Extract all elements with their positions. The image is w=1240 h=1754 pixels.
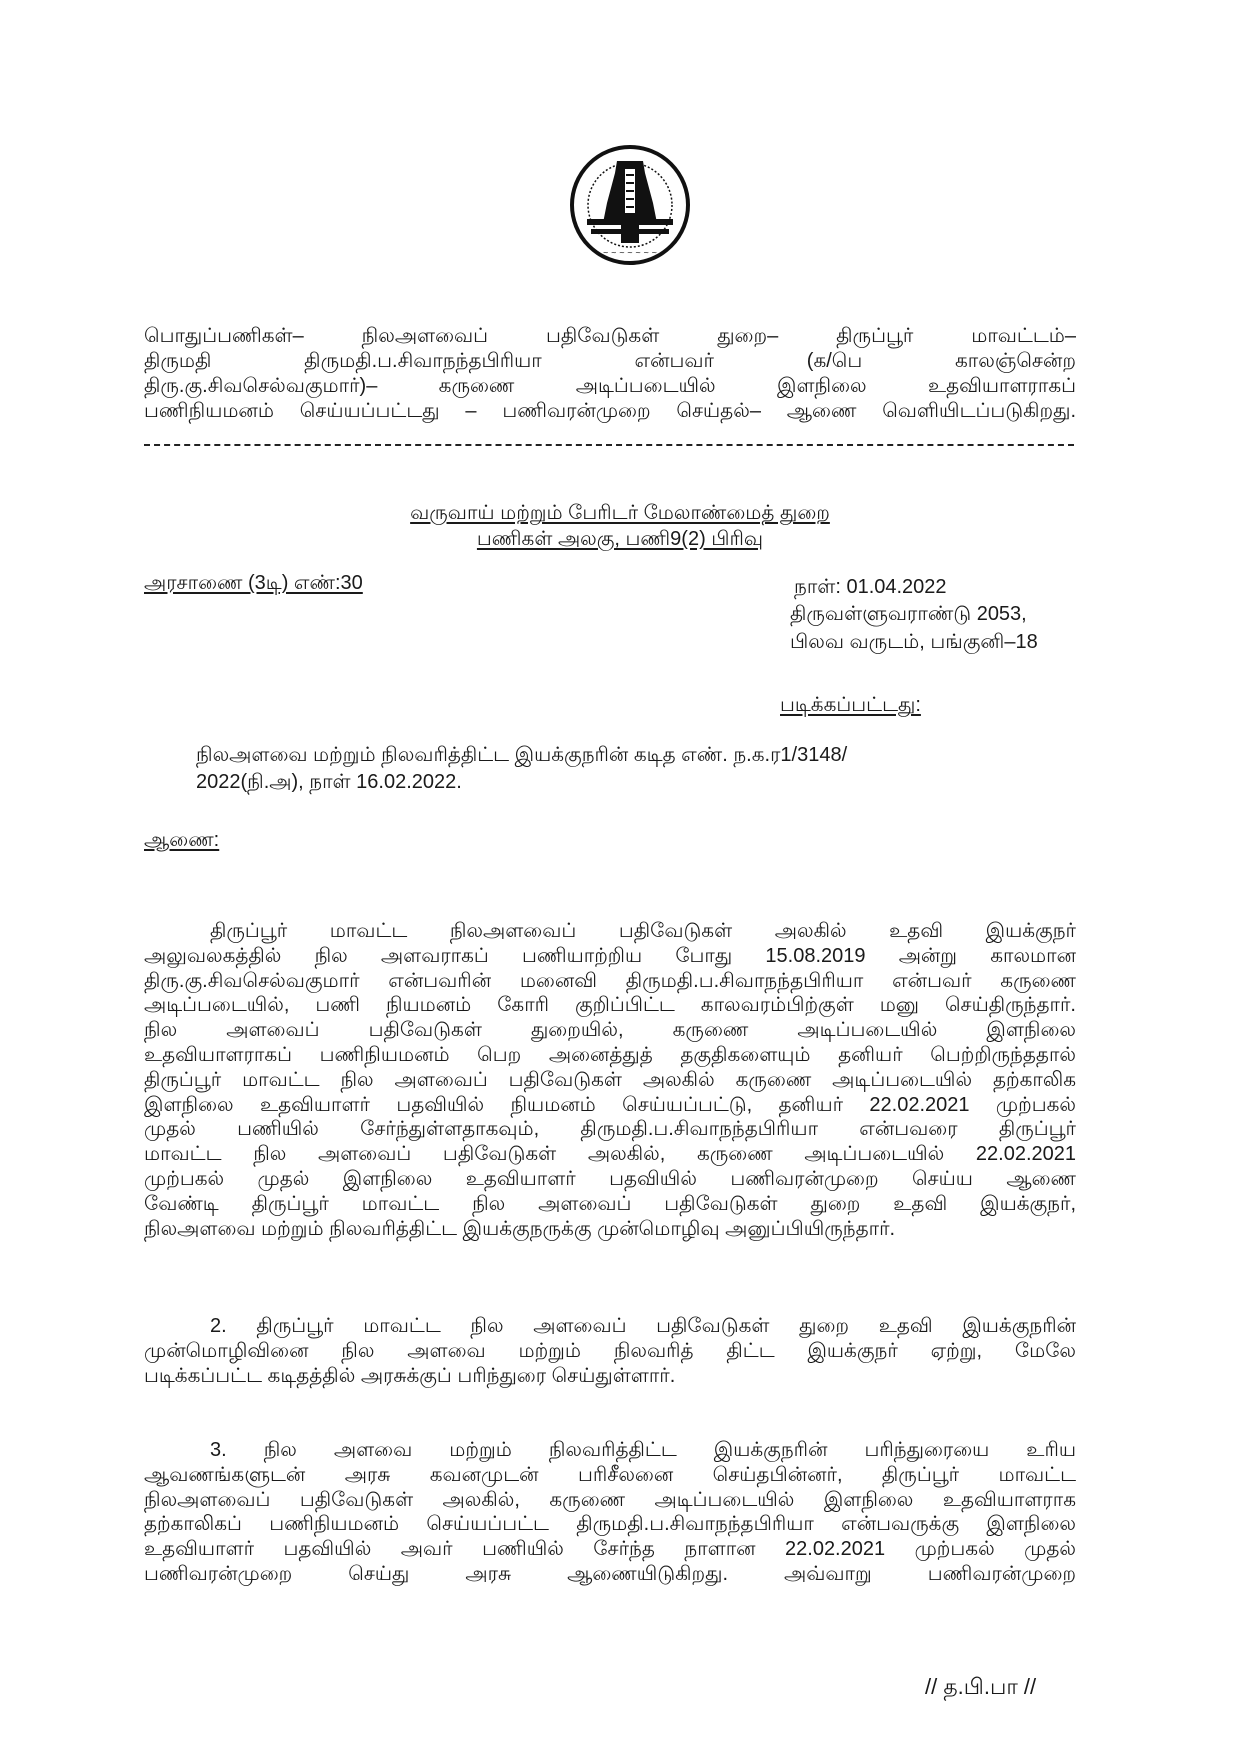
paragraph-3-line: பணிவரன்முறை செய்து அரசு ஆணையிடுகிறது. அவ்வாறு பணிவரன்முறை <box>144 1563 1076 1585</box>
paragraph-1-line: அலுவலகத்தில் நில அளவராகப் பணியாற்றிய போது 15.08.2019 அன்று காலமான <box>144 944 1076 967</box>
paragraph-1-line: இளநிலை உதவியாளர் பதவியில் நியமனம் செய்யப்பட்டு, தனியர் 22.02.2021 முற்பகல் <box>144 1093 1076 1116</box>
svg-text:~ ~ ~ ~ ~ ~ ~: ~ ~ ~ ~ ~ ~ ~ <box>602 249 658 257</box>
paragraph-3-line: தற்காலிகப் பணிநியமனம் செய்யப்பட்ட திருமதி.ப.சிவாநந்தபிரியா என்பவருக்கு இளநிலை <box>144 1513 1076 1536</box>
paragraph-2-line: 2. திருப்பூர் மாவட்ட நில அளவைப் பதிவேடுகள் துறை உதவி இயக்குநரின் <box>210 1315 1076 1337</box>
tamil-year: திருவள்ளுவராண்டு 2053, <box>790 603 1027 625</box>
paragraph-1-line: உதவியாளராகப் பணிநியமனம் பெற அனைத்துத் தகுதிகளையும் தனியர் பெற்றிருந்ததால் <box>144 1044 1076 1066</box>
paragraph-1-line: நில அளவைப் பதிவேடுகள் துறையில், கருணை அடிப்படையில் இளநிலை <box>144 1019 1076 1042</box>
paragraph-1-line: மாவட்ட நில அளவைப் பதிவேடுகள் அலகில், கருணை அடிப்படையில் 22.02.2021 <box>144 1143 1076 1166</box>
paragraph-1-line: திருப்பூர் மாவட்ட நிலஅளவைப் பதிவேடுகள் அலகில் உதவி இயக்குநர் <box>210 920 1076 942</box>
paragraph-1-line: அடிப்படையில், பணி நியமனம் கோரி குறிப்பிட்ட காலவரம்பிற்குள் மனு செய்திருந்தார். <box>144 994 1076 1017</box>
subject-line: திரு.கு.சிவசெல்வகுமார்)– கருணை அடிப்படையில் இளநிலை உதவியாளராகப் <box>144 375 1076 397</box>
read-heading: படிக்கப்பட்டது: <box>780 694 921 716</box>
paragraph-2-line: முன்மொழிவினை நில அளவை மற்றும் நிலவரித் திட்ட இயக்குநர் ஏற்று, மேலே <box>144 1339 1076 1362</box>
order-heading: ஆணை: <box>144 829 220 851</box>
paragraph-3-line: ஆவணங்களுடன் அரசு கவனமுடன் பரிசீலனை செய்தபின்னர், திருப்பூர் மாவட்ட <box>144 1463 1076 1486</box>
paragraph-1-line: முதல் பணியில் சேர்ந்துள்ளதாகவும், திருமதி.ப.சிவாநந்தபிரியா என்பவரை திருப்பூர் <box>144 1118 1076 1141</box>
tamil-nadu-emblem <box>565 143 695 273</box>
page-continued-marker: // த.பி.பா // <box>925 1674 1037 1699</box>
paragraph-2-line: படிக்கப்பட்ட கடிதத்தில் அரசுக்குப் பரிந்துரை செய்துள்ளார். <box>144 1364 676 1387</box>
subject-line: திருமதி திருமதி.ப.சிவாநந்தபிரியா என்பவர் (க/பெ காலஞ்சென்ற <box>144 350 1076 372</box>
department-section: பணிகள் அலகு, பணி9(2) பிரிவு <box>476 528 764 550</box>
subject-line: பொதுப்பணிகள்– நிலஅளவைப் பதிவேடுகள் துறை– திருப்பூர் மாவட்டம்– <box>144 325 1076 347</box>
tamil-month-date: பிலவ வருடம், பங்குனி–18 <box>790 631 1038 653</box>
paragraph-1-line: முற்பகல் முதல் இளநிலை உதவியாளர் பதவியில் பணிவரன்முறை செய்ய ஆணை <box>144 1168 1076 1190</box>
paragraph-1-line: திருப்பூர் மாவட்ட நில அளவைப் பதிவேடுகள் அலகில் கருணை அடிப்படையில் தற்காலிக <box>144 1068 1076 1091</box>
reference-line-2: 2022(நி.அ), நாள் 16.02.2022. <box>196 771 462 793</box>
subject-line: பணிநியமனம் செய்யப்பட்டது – பணிவரன்முறை செய்தல்– ஆணை வெளியிடப்படுகிறது. <box>144 400 1076 422</box>
reference-line-1: நிலஅளவை மற்றும் நிலவரித்திட்ட இயக்குநரின் கடித எண். ந.க.ர1/3148/ <box>196 744 848 766</box>
go-number: அரசாணை (3டி) எண்:30 <box>144 572 363 594</box>
paragraph-1-line: வேண்டி திருப்பூர் மாவட்ட நில அளவைப் பதிவேடுகள் துறை உதவி இயக்குநர், <box>144 1192 1076 1215</box>
separator-line <box>144 444 1074 446</box>
paragraph-3-line: உதவியாளர் பதவியில் அவர் பணியில் சேர்ந்த நாளான 22.02.2021 முற்பகல் முதல் <box>144 1538 1076 1561</box>
paragraph-1-line: திரு.கு.சிவசெல்வகுமார் என்பவரின் மனைவி திருமதி.ப.சிவாநந்தபிரியா என்பவர் கருணை <box>144 969 1076 992</box>
paragraph-3-line: நிலஅளவைப் பதிவேடுகள் அலகில், கருணை அடிப்படையில் இளநிலை உதவியாளராக <box>144 1488 1076 1511</box>
paragraph-1-line: நிலஅளவை மற்றும் நிலவரித்திட்ட இயக்குநருக்கு முன்மொழிவு அனுப்பியிருந்தார். <box>144 1217 896 1240</box>
order-date: நாள்: 01.04.2022 <box>794 576 947 598</box>
department-name: வருவாய் மற்றும் பேரிடர் மேலாண்மைத் துறை <box>410 502 830 524</box>
paragraph-3-line: 3. நில அளவை மற்றும் நிலவரித்திட்ட இயக்குநரின் பரிந்துரையை உரிய <box>210 1439 1076 1461</box>
